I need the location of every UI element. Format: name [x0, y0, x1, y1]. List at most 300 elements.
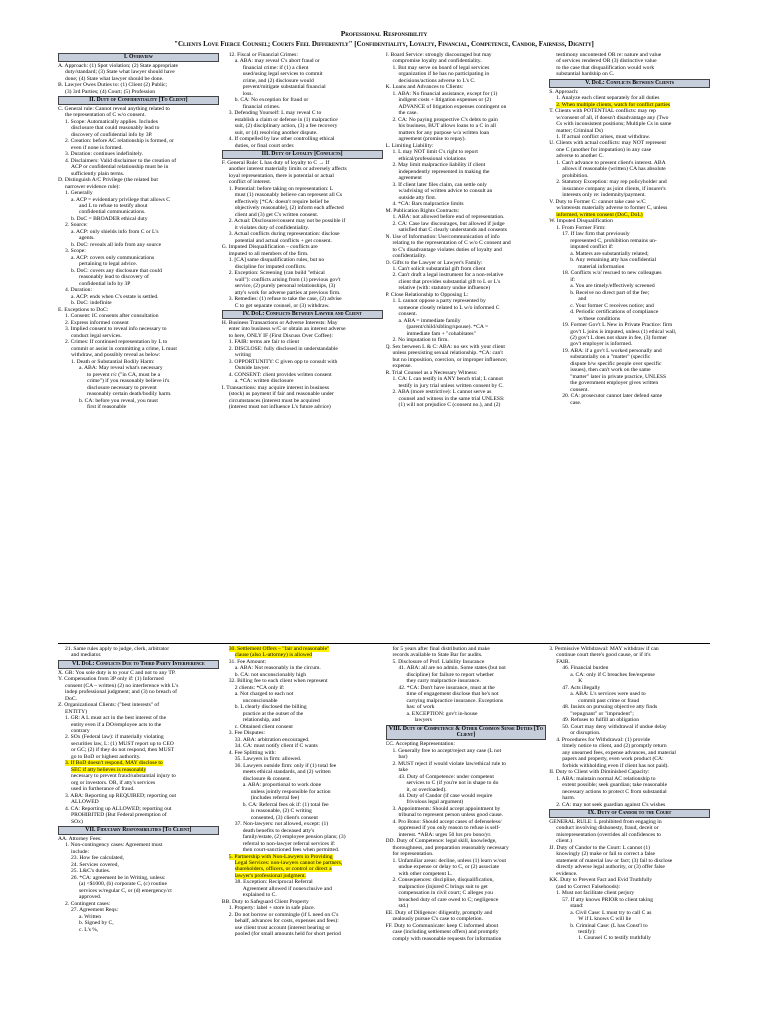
outline-line: 36. Lawyers outside firm: only if (1) total fee	[234, 762, 337, 769]
outline-line: K. Loans and Advances to Clients:	[385, 84, 464, 91]
outline-line: contrary	[71, 727, 90, 734]
outline-line: used/using legal services to commit	[242, 71, 323, 78]
outline-line: 2. CA: may not seek guardian against C's wishes	[556, 801, 666, 808]
outline-line: disclosure necessary to prevent	[87, 384, 157, 391]
outline-line: 2. Consequences: discipline, disqualification,	[392, 877, 494, 884]
outline-line: 2. Statutory Exception: may rep policyholder and	[556, 179, 667, 186]
outline-line: Outside lawyer.	[234, 365, 270, 372]
outline-line: a. ACP: only shields info from C or L's	[71, 228, 159, 235]
outline-line: decisions/actions adverse to L's C.	[398, 77, 476, 84]
outline-line: 3. Remedies: (1) refuse to take the case, (2) advise	[228, 296, 342, 303]
outline-line: withdraw, and possibly reveal as below:	[71, 352, 161, 359]
outline-line: a. ACP: ends when C's estate is settled.	[71, 293, 159, 300]
outline-line: 19. ABA: if a gov't L worked personally and	[562, 347, 662, 354]
outline-line: testimony uncontested OR re: nature and value	[556, 52, 662, 58]
highlighted-text: informed, written consent (DoC, DoL)	[556, 211, 643, 218]
outline-line: 2. Express informed consent	[65, 319, 129, 326]
section-header: VIII. Duty of Competence & Other Common Sense Duties [To Client]	[386, 725, 547, 740]
outline-line: agreement (promise to repay).	[398, 136, 466, 143]
outline-line: (interest must not influence L's future advice)	[228, 404, 331, 411]
outline-line: 18. Conflicts w/a' rescued to new colleagues	[562, 270, 662, 277]
outline-line: counsel and witness in the same trial UNLESS:	[398, 395, 505, 402]
outline-line: gov't employer is informed.	[570, 341, 633, 348]
outline-line: 4. CONSENT: client provides written consent	[228, 371, 332, 378]
outline-line: (stock) as payment if fair and reasonable under	[228, 391, 334, 398]
outline-line: L. Limiting Liability:	[385, 142, 434, 149]
outline-line: indigent costs + litigation expenses or (2)	[398, 97, 492, 104]
outline-line: reasonably certain death/bodily harm.	[87, 391, 172, 398]
outline-line: expense.	[392, 363, 412, 370]
outline-line: 34. CA: must notify client if C wants	[234, 743, 318, 750]
outline-line: loss.	[242, 90, 253, 97]
outline-line: 1. Death or Substantial Bodily Harm:	[71, 358, 155, 365]
outline-line: crime, and (2) disclosure would	[242, 77, 314, 84]
outline-line: 2. Exception: Screening (can build "ethical	[228, 270, 325, 277]
outline-line: potential and actual conflicts + get consent.	[234, 237, 332, 244]
outline-line: a. ABA: may reveal C's abort fraud or	[234, 58, 320, 65]
outline-line: pooled (for small amounts held for short period	[234, 931, 341, 938]
outline-line: 35. Lawyers in firm: allowed.	[234, 756, 302, 763]
outline-line: interests only re: indemnity/payment.	[562, 192, 646, 199]
outline-line: discipline) for failure to report whether	[406, 671, 494, 678]
outline-line: objectively reasonable], (2) inform each affected	[234, 205, 344, 212]
section-header: II. Duty of Confidentiality [To Client]	[58, 96, 219, 105]
highlighted-text: 30. Settlement Offers – "fair and reasonable"	[228, 646, 330, 652]
outline-line: allows if reasonable (written) CA has absolute	[562, 166, 666, 173]
outline-line: misrepresentation (overrides all confidences to	[556, 831, 661, 838]
outline-line: a. ABA: Not reasonably in the circum.	[234, 665, 321, 672]
outline-line: b. CA: Referral fees ok if: (1) total fee	[242, 801, 329, 808]
outline-line: oppressed if you only reason to refuse is self-	[398, 825, 501, 832]
outline-line: consent (CA – written) (2) no interference with L's	[65, 682, 179, 689]
outline-line: 3. OPPORTUNITY: C given opp to consult with	[228, 358, 338, 365]
outline-line: relative (with: statutory undue influence)	[398, 285, 491, 292]
outline-line: 2. Can't draft a legal instrument for a non-relative	[392, 272, 504, 279]
outline-line: indep professional judgment; and (3) no breach of	[65, 689, 177, 696]
outline-line: 2. Actual: Disclosure/consent may not be possible if	[228, 218, 346, 225]
outline-line: substantially on a "matter" (specific	[570, 354, 651, 361]
outline-line: case (including settlement offers) and promptly	[392, 929, 499, 936]
outline-line: KK. Duty to Prevent Fact and Evid Truthfully	[549, 877, 653, 884]
outline-line: suit, (2) disciplinary action, (3) a fee recovery	[234, 123, 338, 130]
outline-line: org or investors. OR, if atty's services	[71, 779, 156, 786]
outline-line: 1. ABA: maintain normal AC relationship to	[556, 775, 656, 782]
outline-line: satisfied that C clearly understands and consents	[398, 227, 507, 234]
outline-line: harm.	[562, 795, 576, 802]
outline-line: Agreement allowed if nonexclusive and	[242, 885, 332, 892]
outline-line: death benefits to deceased atty's	[242, 827, 315, 834]
outline-line: (3) 3rd Parties; (4) Court; (5) Profession	[65, 88, 156, 95]
outline-line: thoroughness, and preparation reasonably necessary	[392, 844, 509, 851]
highlighted-text: Legal Services: non-lawyers cannot be partners,	[234, 859, 343, 866]
outline-line: explained to C.	[242, 892, 277, 899]
outline-line: a. You are timely/effectively screened	[570, 283, 655, 290]
outline-line: for 5 years after final distribution and make	[392, 646, 490, 652]
outline-line: std.)	[398, 903, 409, 910]
outline-line: a. Written	[79, 913, 102, 920]
outline-line: imputed to all members of the firm.	[228, 250, 309, 257]
section-header: IV. DoL: Conflicts Between Lawyer and Client	[222, 310, 383, 319]
outline-line: conduct involving dishonesty, fraud, deceit or	[556, 825, 659, 832]
outline-line: b. DoC = BROADER ethical duty	[71, 215, 148, 222]
outline-line: issues), then can't work on the same	[570, 367, 651, 374]
outline-line: narrower evidence rule):	[65, 183, 120, 190]
outline-line: practice at the outset of the	[242, 710, 304, 717]
outline-line: (2) gov't L does not share in fee, (3) former	[570, 335, 668, 341]
outline-line: any unearned fees, expense advances, and material	[562, 749, 676, 756]
outline-line: writing	[234, 352, 251, 359]
outline-line: M. Publication Rights Contracts:	[385, 207, 460, 214]
outline-line: O. Gifts to the Lawyer or Lawyer's Family:	[385, 259, 483, 266]
outline-line: conflict of interest.	[228, 179, 272, 186]
outline-line: c. L's %,	[79, 926, 99, 933]
outline-line: GENERAL RULE: L prohibited from engaging in	[549, 818, 662, 825]
outline-line: 20. CA: prosecutor cannot later defend same	[562, 393, 663, 400]
outline-line: 2. No imputation to firm.	[392, 337, 449, 344]
outline-line: Q. Sex between L & C: ABA: no sex with your client	[385, 343, 505, 350]
outline-line: I. Transactions: may acquire interest in business	[221, 384, 330, 391]
page-title: Professional Responsibility	[340, 29, 428, 38]
outline-line: independently represented in making the	[398, 168, 490, 175]
outline-line: 2. Contingent cases:	[65, 900, 111, 907]
outline-line: timely notice to client, and (2) promptly return	[562, 743, 667, 750]
outline-line: comply with reasonable requests for information	[392, 935, 502, 942]
outline-line: adverse to another C.	[556, 153, 604, 160]
outline-line: PROHIBITED (But Federal preemption of	[71, 812, 167, 819]
outline-line: duty/standard; (3) State what lawyer should have	[65, 69, 175, 76]
outline-line: matters for any purpose w/a written loan	[398, 129, 490, 136]
outline-line: a. ABA: proportional to work done	[242, 782, 322, 789]
outline-line: the representation of C w/o consent.	[65, 112, 146, 119]
outline-line: 1. Generally free to accept/reject any case (L not	[392, 747, 502, 754]
outline-line: d. Periodic certifications of compliance	[570, 309, 659, 316]
outline-line: stand:	[570, 903, 584, 910]
outline-line: insurance company as joint clients, if insurer's	[562, 185, 666, 192]
outline-line: has: of work	[406, 704, 435, 711]
outline-line: to here, ONLY IF (First Discuss Over Coffee):	[228, 332, 333, 339]
outline-line: sufficiently plain terms.	[71, 170, 125, 177]
outline-line: used in furtherance of fraud.	[71, 786, 135, 793]
outline-line: client and (3) get C's written consent.	[234, 211, 319, 218]
outline-line: material information	[578, 263, 625, 270]
outline-line: statement of material law or fact; (3) fail to disclose	[556, 857, 673, 864]
outline-line: directly adverse legal authority, or (3) offer false	[556, 864, 665, 871]
outline-line: 1. Analyze each client separately for all duties	[556, 95, 660, 102]
outline-line: F. General Rule: L has duty of loyalty to C → If	[221, 159, 330, 166]
outline-line: b. Any remaining atty has confidential	[570, 257, 656, 264]
outline-line: 12. Fiscal or Financial Crimes:	[228, 52, 298, 58]
outline-line: 33. ABA: arbitration encouraged.	[234, 736, 310, 743]
outline-line: discipline for imputed conflicts.	[234, 263, 307, 270]
outline-line: compensation in civil court; C alleges you	[398, 890, 493, 897]
outline-line: and L to refuse to testify about	[79, 203, 148, 209]
outline-line: extent possible; seek guardian; take reasonable	[562, 782, 668, 789]
outline-line: 3. ABA: Reporting up REQUIRED; reporting out	[65, 792, 177, 799]
outline-line: testify in jury trial unless written consent by C.	[398, 382, 504, 389]
outline-line: 26. *CA: agreement be in Writing, unless:	[71, 874, 166, 881]
outline-line: use client trust account (interest bearing or	[234, 924, 331, 931]
outline-line: J. Board Service: strongly discouraged but may	[385, 52, 492, 58]
outline-line: dispute b/w specific people over specific	[570, 360, 662, 367]
outline-line: w/these conditions	[578, 315, 621, 322]
outline-line: 2. CA: No paying prospective C's debts to gain	[392, 116, 498, 123]
outline-line: they carry malpractice insurance.	[406, 678, 481, 685]
outline-line: 2. Do not borrow or commingle (if L need on C's	[228, 911, 339, 918]
outline-line: ACP or confidential relationship must be in	[71, 164, 169, 171]
outline-line: JJ. Duty of Candor to the Court: L cannot (1)	[549, 844, 651, 851]
outline-line: K	[578, 678, 583, 685]
outline-line: prohibition.	[562, 172, 589, 179]
outline-line: commit past crime or fraud	[578, 697, 640, 704]
outline-line: unless preexisting sexual relationship. *CA: can't	[392, 350, 503, 357]
outline-line: D. Distinguish A/C Privilege (the related but	[58, 177, 158, 184]
column-2	[222, 52, 383, 643]
outline-line: C. General rule: Cannot reveal anything related to	[58, 105, 170, 112]
page-1	[58, 30, 710, 644]
outline-line: and mediator.	[71, 652, 102, 659]
outline-line: b. DoC: indefinite	[71, 300, 112, 307]
outline-line: compromise loyalty and confidentiality.	[392, 58, 482, 65]
outline-line: CC. Accepting Representation:	[385, 741, 455, 748]
outline-line: 44. Duty of Candor (if case would require	[398, 793, 493, 799]
outline-line: it, or overloaded).	[406, 786, 447, 793]
outline-line: SOx)	[71, 818, 83, 825]
outline-line: 4. Fee Splitting with:	[228, 749, 276, 756]
outline-line: 4. If compelled by law other controlling ethical	[228, 136, 335, 143]
outline-line: referral to non-lawyer referral services if:	[242, 840, 336, 847]
outline-line: a. ABA: May reveal what's necessary	[79, 365, 163, 372]
section-header: VI. DoL: Conflicts Due to Third Party Interference	[58, 660, 219, 669]
outline-line: 25. L&C's duties.	[71, 868, 111, 875]
outline-line: pertaining to legal advice.	[79, 261, 138, 268]
outline-line: FF. Duty to Communicate: keep C informed about	[385, 922, 499, 929]
outline-line: 50. Court may deny withdrawal if undue delay	[562, 723, 667, 730]
outline-line: 5. Disclosure of Prof. Liability Insurance	[392, 658, 485, 665]
outline-line: 32. Billing fee to each client when represent	[228, 678, 328, 685]
outline-line: case.	[570, 399, 582, 406]
outline-line: 1. CA: L can testify in ANY bench trial; L cannot	[392, 376, 503, 383]
outline-line: 1. Can't advance to present client's interest. ABA	[556, 159, 666, 166]
column-3	[386, 646, 547, 1024]
column-4	[549, 646, 710, 1024]
outline-line: 4. *CA: Bars malpractice limits	[392, 201, 464, 208]
outline-line: 43. Duty of Competence: under competent	[398, 773, 494, 780]
outline-line: (parent/child/sibling/spouse). *CA =	[406, 324, 489, 331]
outline-line: necessary to prevent fraud/substantial injury to	[71, 773, 176, 780]
outline-line: G. Imputed Disqualification – conflicts are	[221, 244, 318, 251]
outline-line: 1. Non-contingency cases: Agreement must	[65, 842, 163, 849]
outline-line: S. Approach:	[549, 88, 579, 95]
outline-line: for representation.	[392, 851, 434, 858]
outline-line: duties, or final court order.	[234, 142, 295, 149]
outline-line: W. Imputed Disqualification	[549, 218, 613, 225]
outline-line: carrying malpractice insurance. Exceptions	[406, 697, 504, 704]
outline-line: represented C, prohibition remains un-	[570, 237, 657, 244]
outline-line: 42. *CA: Don't have insurance, must at the	[398, 684, 495, 691]
outline-line: a. EXCEPTION: gov't in-house	[406, 710, 478, 717]
outline-line: a. Not charged to each not	[234, 691, 294, 698]
outline-line: N. Use of Information: Use/communication of info	[385, 233, 500, 240]
outline-line: II. Duty to Client with Diminished Capacity:	[549, 769, 650, 776]
outline-line: and	[578, 296, 587, 303]
outline-line: enter into business w/C or obtain an interest adverse	[228, 326, 346, 333]
outline-line: confidential communications.	[79, 209, 146, 216]
outline-line: forbids withholding even if client has not paid).	[562, 762, 669, 769]
highlighted-text: 2. When multiple clients, watch for conflict parties	[556, 101, 671, 108]
outline-line: U. Clients with actual conflicts: may NOT represent	[549, 140, 666, 147]
outline-line: 1. Can't solicit substantial gift from client	[392, 265, 486, 272]
outline-line: BB. Duty to Safeguard Client Property	[221, 898, 309, 905]
outline-line: DD. Duty of Competence: legal skill, knowledge,	[385, 838, 497, 845]
outline-line: W if L knows C will lie	[578, 916, 632, 923]
outline-line: 2. Creation: before AC relationship is formed, or	[65, 138, 174, 145]
outline-line: c. Your former C receives notice; and	[570, 302, 654, 309]
outline-line: 2. Source:	[65, 222, 88, 229]
outline-line: if:	[570, 276, 576, 283]
outline-line: (1) will not prejudice C (consent no.), and (2)	[398, 402, 501, 409]
outline-line: ethical/professional violations	[398, 155, 466, 162]
outline-line: relating to the representation of C w/o C consent and	[392, 240, 511, 247]
outline-line: 3. Implied consent to reveal info necessary to	[65, 326, 167, 333]
outline-line: 2. ABA (more restrictive): L cannot serve as	[392, 389, 492, 396]
outline-line: E. Exceptions to DoC:	[58, 306, 109, 313]
outline-line: 1. If actual conflict arises, must withdraw.	[556, 133, 651, 140]
outline-line: 1. Generally	[65, 190, 93, 197]
outline-line: circumstances (interest must be acquired	[228, 397, 320, 404]
outline-line: 3. If client later files claim, can settle only	[392, 181, 487, 188]
outline-line: loyal representation, there is potential or actual	[228, 172, 334, 179]
outline-line: 3. Defending Yourself: L may reveal C to	[228, 110, 322, 117]
column-4	[549, 52, 710, 643]
outline-line: 1. FAIR: terms are fair to client	[228, 339, 300, 346]
outline-line: meets ethical standards, and (2) written	[242, 769, 331, 776]
outline-line: 1. Property: label + store in safe place.	[228, 905, 316, 912]
outline-line: consented, (3) client's consent	[250, 814, 318, 821]
outline-line: X. GR: You sole duty is to your C and not to any TP.	[58, 669, 176, 676]
outline-line: a. CA: only if C breaches fee/expense	[570, 671, 655, 678]
outline-line: Z. Organizational Clients: ("best interests" of	[58, 702, 160, 709]
outline-line: continue court there's good cause, or if it's	[556, 652, 651, 659]
outline-line: knowingly (2) make or fail to correct a false	[556, 851, 656, 858]
outline-line: it violates duty of confidentiality.	[234, 224, 310, 231]
outline-line: a. Civil Case: L must try to call C as	[570, 909, 652, 916]
columns	[58, 52, 710, 643]
outline-line: take	[398, 767, 408, 774]
outline-line: crime") if you reasonably believe it's	[87, 378, 170, 385]
section-header: III. Duty of Loyalty [Conflicts]	[222, 150, 383, 159]
outline-line: another interest materially limits or adversely affects	[228, 166, 347, 173]
outline-line: 46. Financial burden	[562, 665, 609, 672]
outline-line: 1. But may serve on board of legal services	[392, 64, 490, 71]
outline-line: V. Duty to Former C: cannot take case w/C	[549, 198, 646, 205]
highlighted-text: SEC if atty believes is reasonably	[71, 766, 147, 773]
outline-line: discovery of confidential info by 3P.	[71, 131, 153, 138]
column-2	[222, 646, 383, 1024]
outline-line: unconscionable	[242, 697, 278, 704]
outline-line: 27. Agreement Reqs:	[71, 907, 119, 914]
highlighted-text: 3. If BoD doesn't respond, MAY disclose to	[65, 760, 163, 767]
outline-line: DoC.	[65, 695, 77, 702]
outline-line: 1. Consent: IC consents after consultation	[65, 313, 159, 320]
outline-line: suit, or (4) resolving another dispute.	[234, 129, 318, 136]
outline-line: Cs with inconsistent positions; Multiple Cs in same	[556, 121, 672, 128]
outline-line: 24. Services covered,	[71, 861, 119, 868]
outline-line: approved.	[79, 894, 102, 901]
outline-line: effectively [*CA: doesn't require belief be	[234, 198, 330, 205]
outline-line: Y. Compensation from 3P only if: (1) Informed	[58, 676, 164, 683]
outline-line: 4. Disclaimers: Valid disclaimer to the creation of	[65, 157, 177, 164]
outline-line: C to get separate counsel, or (3) withdraw.	[234, 302, 330, 309]
columns	[58, 646, 710, 1024]
outline-line: 1. ABA: not allowed before end of representation.	[392, 214, 505, 221]
outline-line: the case.	[398, 110, 418, 117]
outline-line: 1. Must not facilitate client perjury	[556, 890, 635, 897]
outline-line: time of engagement disclose that he's not	[406, 691, 499, 698]
outline-line: immediate fam + "cohabitates"	[406, 330, 476, 337]
outline-line: 17. If law firm that previously	[562, 231, 630, 238]
outline-line: with other competent L.	[398, 870, 453, 877]
outline-line: substantial hardship on C.	[556, 71, 615, 78]
outline-line: EE. Duty of Diligence: diligently, promptly and	[385, 909, 493, 916]
outline-line: testify):	[578, 929, 596, 935]
outline-line: T. Clients with POTENTIAL conflicts: may rep	[549, 108, 656, 115]
outline-line: 3. Appointments: Should accept appointment by	[392, 805, 501, 812]
outline-line: agreement	[398, 175, 422, 182]
outline-line: disclosure & consent.	[242, 775, 292, 782]
outline-line: 1. [CA] same disqualification rules, but no	[228, 257, 325, 264]
page-subtitle: "Clients Love Fierce Counsel; Courts Feel Differently" [Confidentiality, Loyalty, Financial, Competence, Candor, Fairness, Dignity]	[174, 40, 594, 48]
outline-line: a. *CA: written disclosure	[234, 378, 294, 385]
outline-line: 2. MUST reject if would violate law/ethical rule to	[392, 760, 506, 767]
outline-line: behalf, advances for costs, expenses and fees):	[234, 918, 339, 925]
outline-line: R. Trial Counsel as a Necessary Witness:	[385, 369, 478, 376]
outline-line: imputed conflict if:	[570, 244, 614, 251]
outline-line: ENTITY)	[65, 708, 88, 715]
outline-line: "matter" later in private practice, UNLESS	[570, 373, 667, 380]
outline-line: done; (4) State what lawyer should be done.	[65, 75, 164, 82]
outline-line: someone closely related to L w/o informed C	[398, 304, 500, 311]
outline-line: securities law, L: (1) MUST report up to CEO	[71, 740, 174, 747]
outline-line: entity even if a DO/employee acts to the	[71, 721, 162, 728]
outline-line: the government employer gives written	[570, 380, 659, 387]
outline-line: consent.	[398, 311, 417, 318]
outline-line: confidential info by 3P	[79, 280, 131, 287]
outline-line: to C's disadvantage violates duties of loyalty and	[392, 246, 502, 253]
outline-line: "repugnant" or "imprudent";	[570, 710, 634, 717]
outline-line: b. DoC: reveals all info from any source	[71, 241, 162, 248]
outline-line: is reasonable, (2) C writing	[250, 808, 312, 815]
section-header: V. DoL: Conflicts Between Clients	[549, 79, 710, 88]
outline-line: 4. Pro Bono: Should accept cases of defenseless/	[392, 818, 502, 825]
outline-line: evidence.	[556, 870, 578, 877]
outline-line: 1. Unfamiliar areas: decline, unless (1) learn w/out	[392, 857, 507, 864]
outline-line: 1. GR: A L must act in the best interest of the	[65, 715, 167, 722]
outline-line: 57. If atty knows PRIOR to client taking	[562, 896, 653, 903]
outline-line: must (1) reasonably believe can represent all Cs	[234, 192, 343, 199]
column-1	[58, 52, 219, 643]
outline-line: b. CA: before you reveal, you must	[79, 397, 158, 404]
highlighted-text: shareholders, officers, or control or direct a	[234, 866, 332, 873]
outline-line: a. Matters are substantially related;	[570, 250, 649, 257]
outline-line: 1. Counsel C to testify truthfully	[578, 935, 651, 942]
outline-line: frivolous legal argument)	[406, 799, 464, 806]
outline-line: financial crimes.	[242, 103, 281, 110]
outline-line: 49. Refuses to fulfill an obligation	[562, 717, 639, 724]
outline-line: interest. *ABA: urges 50 hrs pro bono/yr.	[398, 831, 492, 838]
outline-line: 1. ABA: No financial assistance, except for (1)	[392, 90, 498, 97]
outline-line: client that provides substantial gift to L or L's	[398, 278, 501, 285]
outline-line: a. ABA: L's services were used to	[570, 691, 646, 698]
